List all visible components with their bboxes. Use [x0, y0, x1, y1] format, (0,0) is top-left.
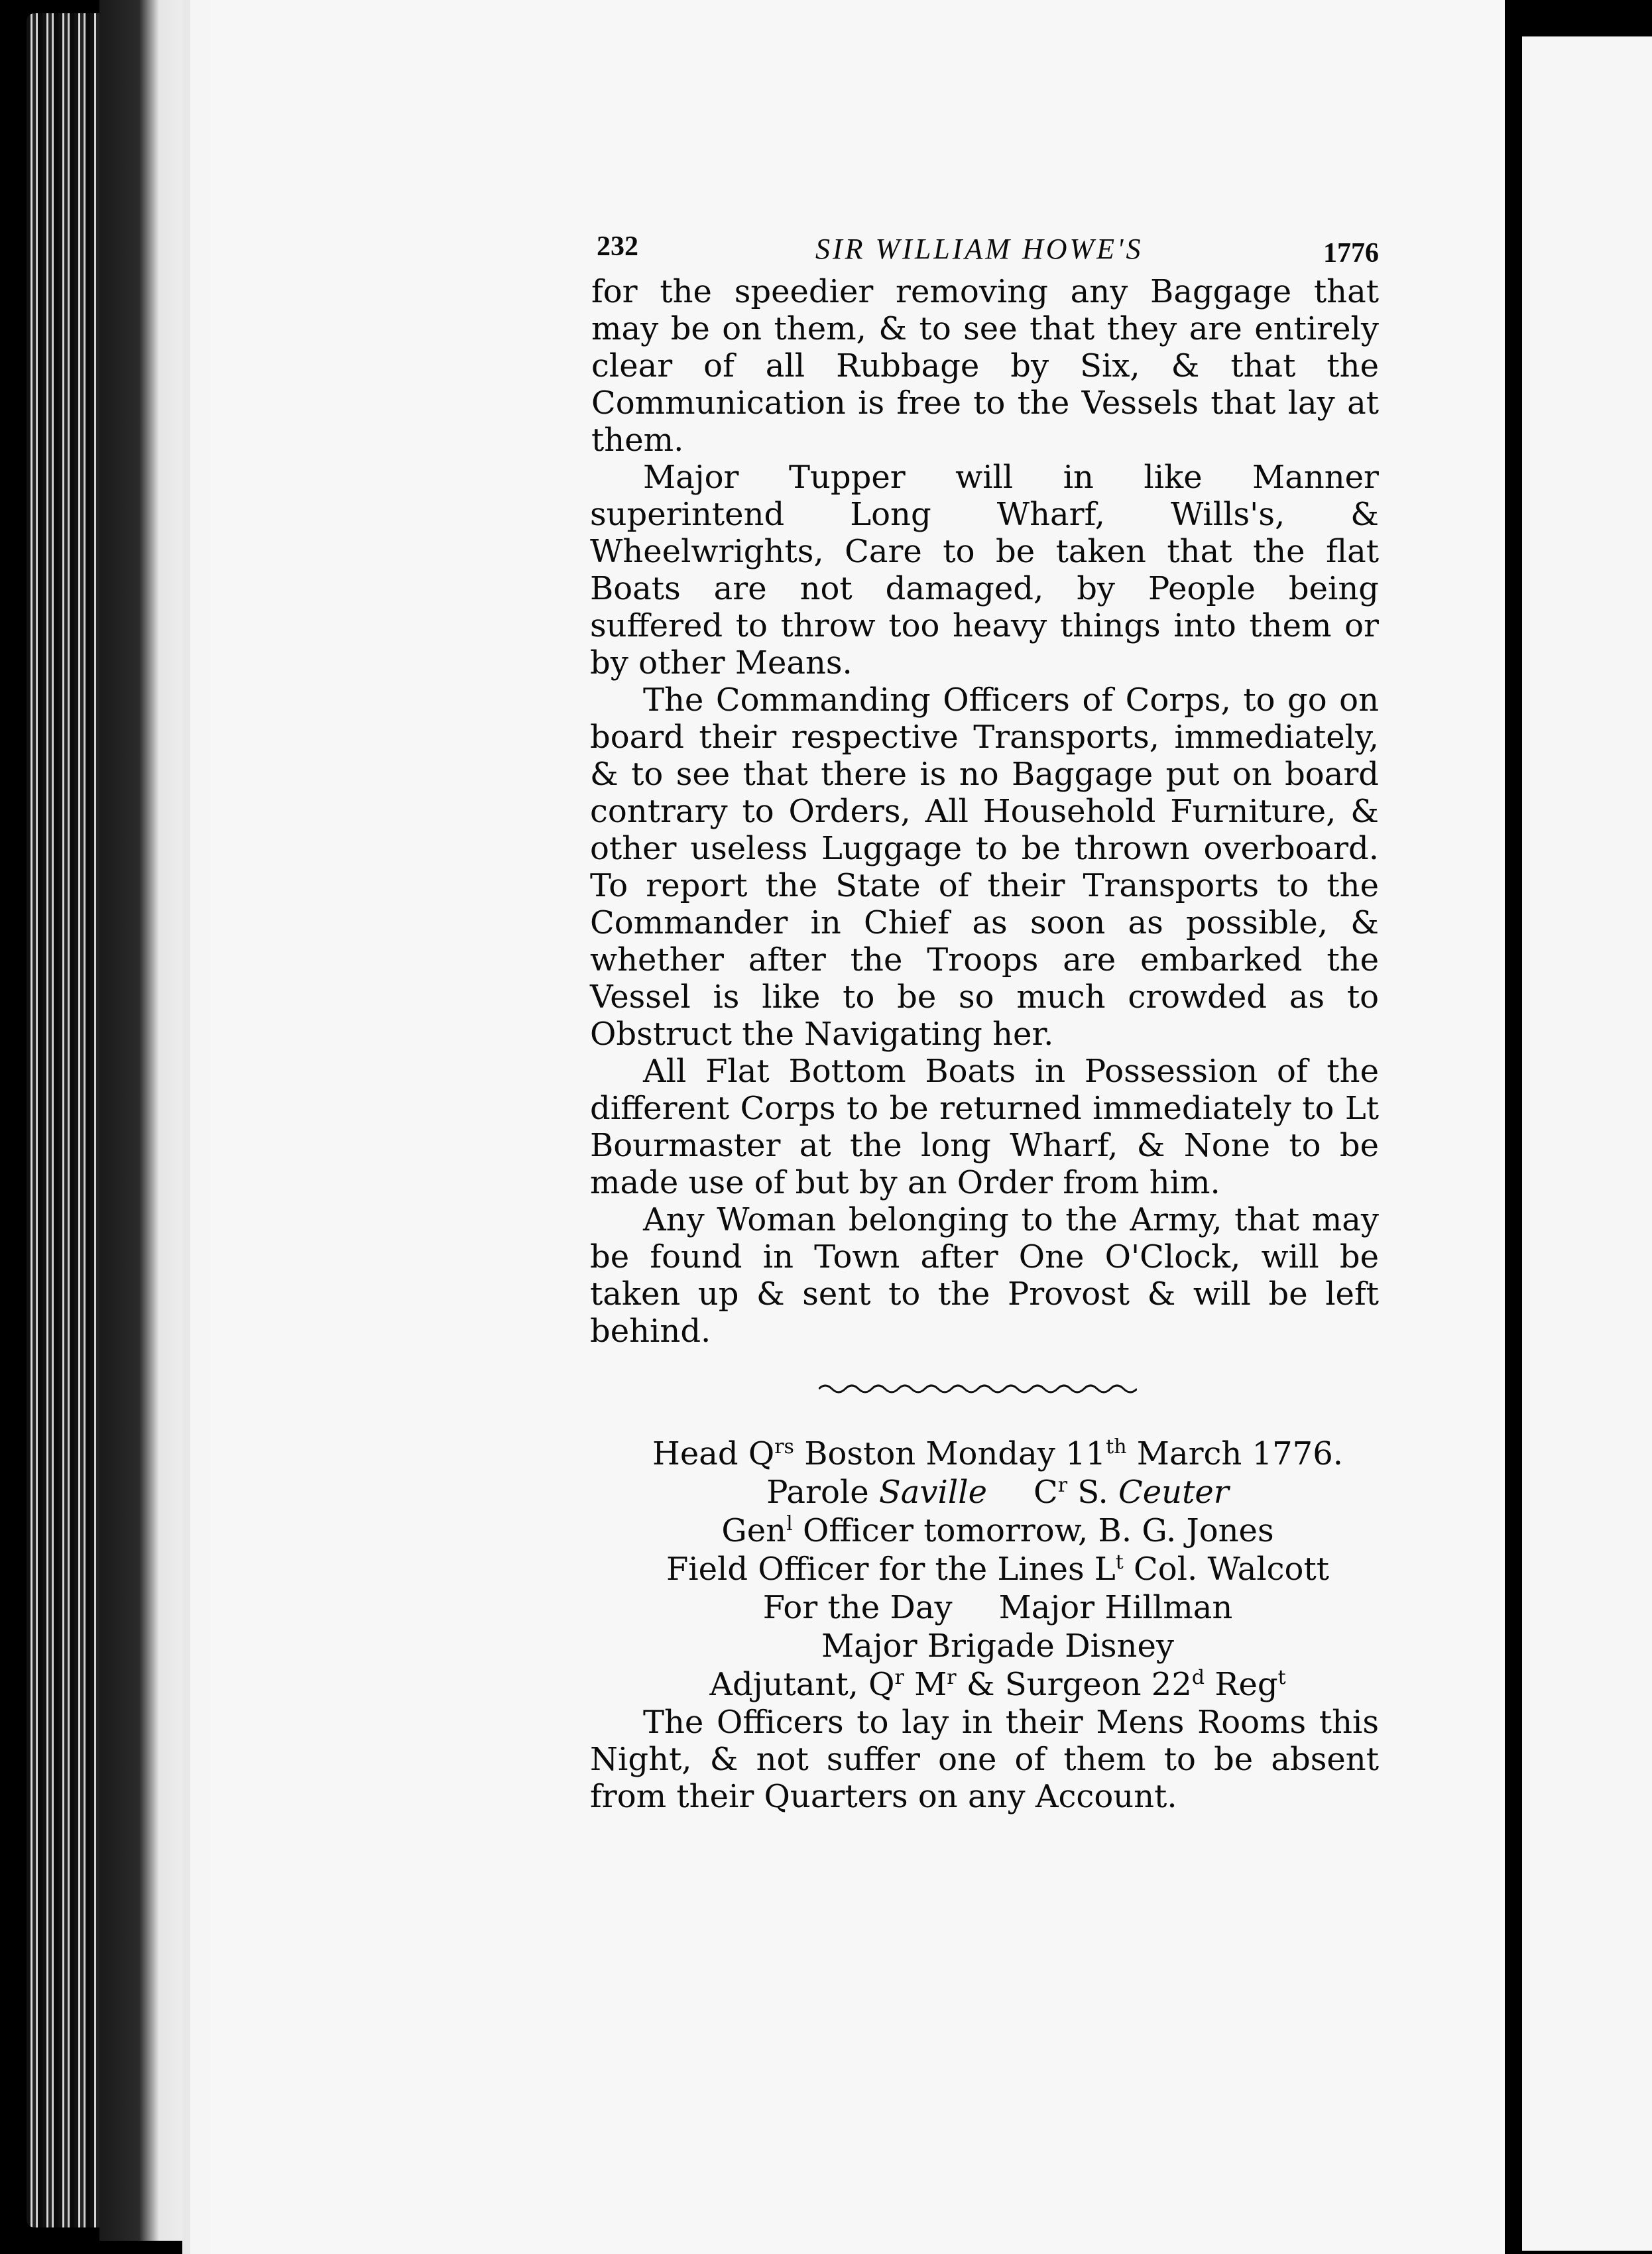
orders-heading: Head $Q^{rs}$ Boston Monday 11th March 1776.: [652, 1435, 1343, 1472]
major-brigade-line: Major Brigade Disney: [821, 1628, 1174, 1665]
countersign-value: Ceuter: [1118, 1474, 1229, 1511]
page-text-block: [550, 225, 1405, 1815]
running-year: 1776: [1323, 238, 1379, 268]
paragraph: The Commanding Officers of Corps, to go on board their respective Transports, immediately, & to see that there is no Baggage put on board contrary to Orders, All Household Furniture, & other useless Luggage to be thrown overboard. To report the State of their Transports to the Commander in Chief as soon as possible, & whether after the Troops are embarked the Vessel is like to be so much crowded as to Obstruct the Navigating her.: [590, 682, 1379, 1053]
orders-block: [550, 1435, 1405, 1704]
for-the-day-line: For the Day Major Hillman: [762, 1589, 1233, 1626]
paragraph: Major Tupper will in like Manner superintend Long Wharf, Wills's, & Wheelwrights, Care to be taken that the flat Boats are not damaged, by People being suffered to throw too heavy things into them or by other Means.: [590, 459, 1379, 682]
running-head: [550, 225, 1405, 273]
general-officer-line: Gen$^l$ Officer tomorrow, B. G. Jones: [721, 1512, 1274, 1549]
parole-value: Saville: [878, 1474, 987, 1511]
wavy-divider-rule: [819, 1380, 1137, 1397]
closing-paragraph: The Officers to lay in their Mens Rooms this Night, & not suffer one of them to be absent from their Quarters on any Account.: [590, 1704, 1379, 1815]
parole-line: Parole Saville $C^r$ S. Ceuter: [766, 1474, 1229, 1511]
page-number: 232: [597, 231, 638, 262]
running-title: SIR WILLIAM HOWE'S: [815, 233, 1144, 265]
adjutant-line: Adjutant, $Q^r$ $M^r$ & Surgeon 22$^d$ Reg$^t$: [709, 1666, 1286, 1703]
paragraph: for the speedier removing any Baggage that may be on them, & to see that they are entirely clear of all Rubbage by Six, & that the Communication is free to the Vessels that lay at them.: [591, 273, 1379, 459]
field-officer-line: Field Officer for the Lines $L^t$ Col. Walcott: [666, 1551, 1330, 1588]
facing-page-edge: [1513, 36, 1652, 2251]
paragraph: All Flat Bottom Boats in Possession of the different Corps to be returned immediately to Lt Bourmaster at the long Wharf, & None to be made use of but by an Order from him.: [590, 1053, 1379, 1201]
paragraph: Any Woman belonging to the Army, that may be found in Town after One O'Clock, will be taken up & sent to the Provost & will be left behind.: [590, 1201, 1379, 1350]
